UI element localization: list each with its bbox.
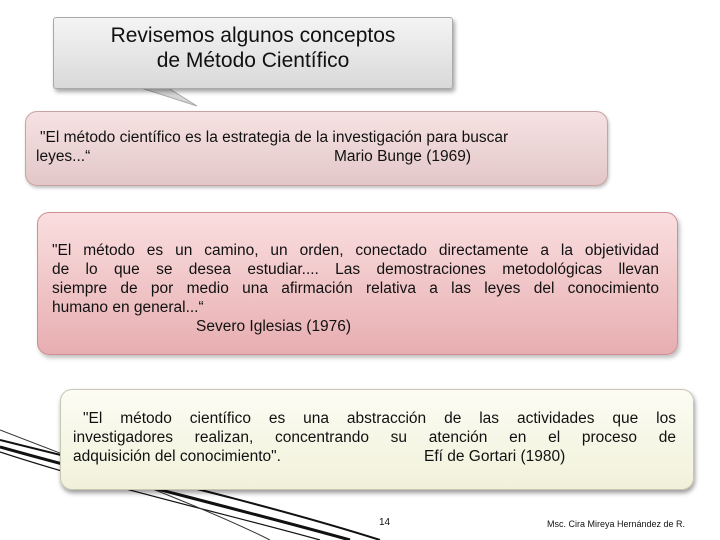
- footer-author: Msc. Cira Mireya Hernández de R.: [547, 519, 686, 529]
- quote-iglesias-line-3: siempre de por medio una afirmación relativa a las leyes del conocimiento: [52, 280, 659, 297]
- quote-bunge-line-2: leyes...“: [36, 148, 91, 165]
- quote-gortari-author: Efí de Gortari (1980): [424, 448, 566, 465]
- quote-iglesias-line-1: "El método es un camino, un orden, conectado directamente a la objetividad: [52, 242, 659, 259]
- page-number: 14: [379, 517, 391, 528]
- quote-iglesias-author: Severo Iglesias (1976): [196, 318, 352, 335]
- title-line-1: Revisemos algunos conceptos: [110, 24, 396, 47]
- quote-iglesias-line-4: humano en general...“: [52, 299, 204, 316]
- quote-gortari-line-3: adquisición del conocimiento".: [73, 448, 281, 465]
- quote-bunge-author: Mario Bunge (1969): [334, 148, 471, 165]
- quote-iglesias-line-2: de lo que se desea estudiar.... Las demostraciones metodológicas llevan: [52, 261, 659, 278]
- quote-box-gortari: [60, 389, 694, 490]
- callout-tail: [115, 86, 205, 108]
- quote-bunge-line-2-wrap: [36, 147, 595, 166]
- quote-gortari-line-2: investigadores realizan, concentrando su atención en el proceso de: [73, 429, 676, 446]
- quote-gortari-line-3-wrap: [73, 447, 676, 466]
- title-line-2: de Método Científico: [156, 49, 350, 72]
- title-callout: [53, 17, 453, 89]
- quote-box-bunge: [25, 111, 608, 186]
- quote-gortari-line-1: "El método científico es una abstracción de las actividades que los: [83, 410, 676, 427]
- quote-box-iglesias: [37, 212, 678, 355]
- quote-bunge-line-1: "El método científico es la estrategia de la investigación para buscar: [40, 129, 509, 146]
